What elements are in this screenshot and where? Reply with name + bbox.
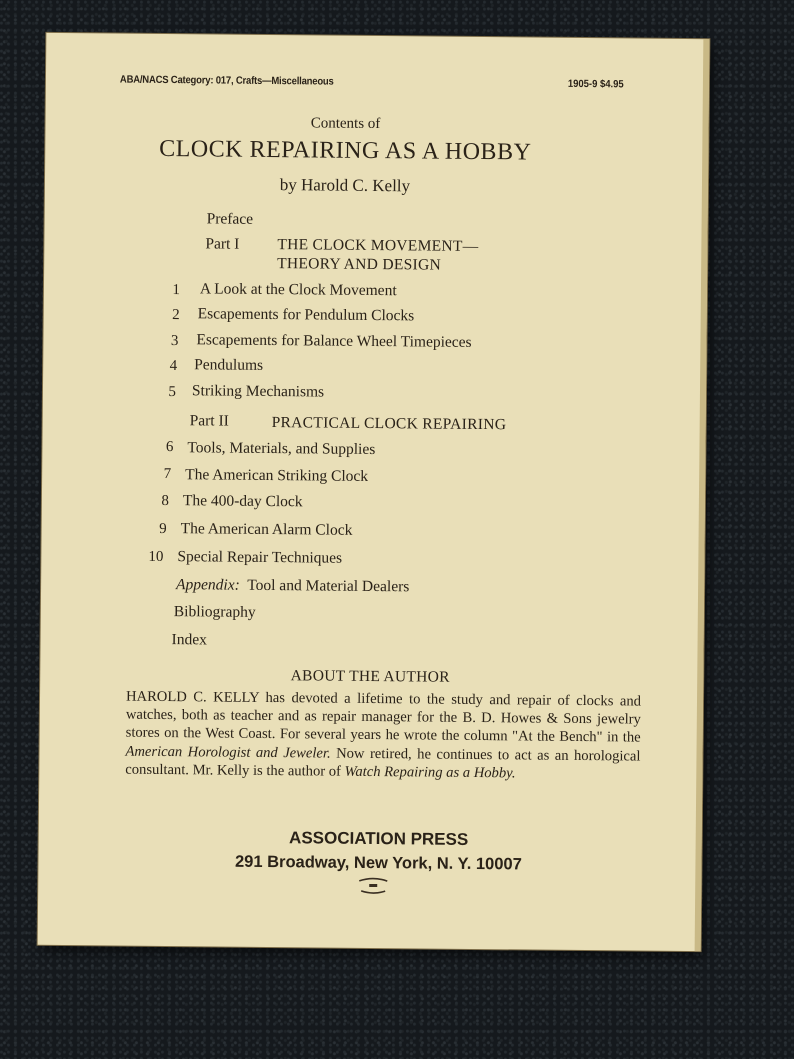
toc-chapter-title: Striking Mechanisms [191,382,325,401]
book-title: CLOCK REPAIRING AS A HOBBY [159,135,532,166]
toc-preface: Preface [206,210,254,228]
toc-chapter-number: 4 [169,358,178,375]
toc-appendix-label: Appendix: [176,576,240,594]
toc-chapter-title: The American Alarm Clock [180,520,353,539]
publisher-name: ASSOCIATION PRESS [289,828,469,849]
category-label: ABA/NACS Category: 017, Crafts—Miscellaneous [119,73,334,88]
book-back-cover [38,33,710,951]
toc-chapter-number: 10 [148,548,164,565]
toc-chapter-title: Pendulums [194,356,264,374]
toc-chapter-number: 2 [172,307,180,324]
toc-chapter-title: Escapements for Balance Wheel Timepieces [196,331,472,351]
toc-chapter-title: Tools, Materials, and Supplies [187,439,376,459]
toc-part1-title-line2: THEORY AND DESIGN [277,255,442,274]
union-label-icon [356,876,390,896]
bio-book-title: Watch Repairing as a Hobby. [344,763,516,782]
toc-chapter-number: 1 [172,282,181,299]
toc-chapter-title: Escapements for Pendulum Clocks [197,305,415,325]
contents-label: Contents of [310,115,381,133]
toc-chapter-title: The 400-day Clock [182,492,303,511]
publisher-address: 291 Broadway, New York, N. Y. 10007 [234,852,522,874]
toc-chapter-number: 9 [159,520,167,538]
toc-chapter-title: The American Striking Clock [185,466,369,485]
toc-part1-title-line1: THE CLOCK MOVEMENT— [277,236,479,255]
toc-chapter-number: 7 [163,465,172,483]
toc-part1-label: Part I [205,235,240,253]
toc-part2-label: Part II [189,412,229,430]
toc-appendix-title: Tool and Material Dealers [247,576,410,596]
toc-chapter-title: A Look at the Clock Movement [199,280,397,300]
toc-bibliography: Bibliography [173,603,256,621]
bio-text: HAROLD C. KELLY has devoted a lifetime to the study and repair of clocks and watches, both as teacher and as repair manager for the B. D. Howes & Sons jewelry stores on the West Coast. For several years he wrote the column "At the Bench" in the [125,688,642,746]
author-bio [125,688,641,784]
toc-chapter-number: 8 [161,492,169,510]
bio-magazine: American Horologist and Jeweler. [125,743,331,762]
toc-part2-title: PRACTICAL CLOCK REPAIRING [271,414,507,434]
toc-chapter-number: 3 [170,333,179,350]
code-price-label: 1905-9 $4.95 [567,77,624,91]
toc-index: Index [171,631,207,649]
bio-text-2: Now retired, he continues to act as an horological consultant. Mr. Kelly is the author of [125,745,641,780]
toc-appendix [176,576,409,596]
byline: by Harold C. Kelly [279,175,411,196]
toc-chapter-number: 6 [165,439,174,456]
toc-chapter-number: 5 [168,384,177,401]
toc-chapter-title: Special Repair Techniques [177,548,343,567]
about-heading: ABOUT THE AUTHOR [290,667,450,686]
